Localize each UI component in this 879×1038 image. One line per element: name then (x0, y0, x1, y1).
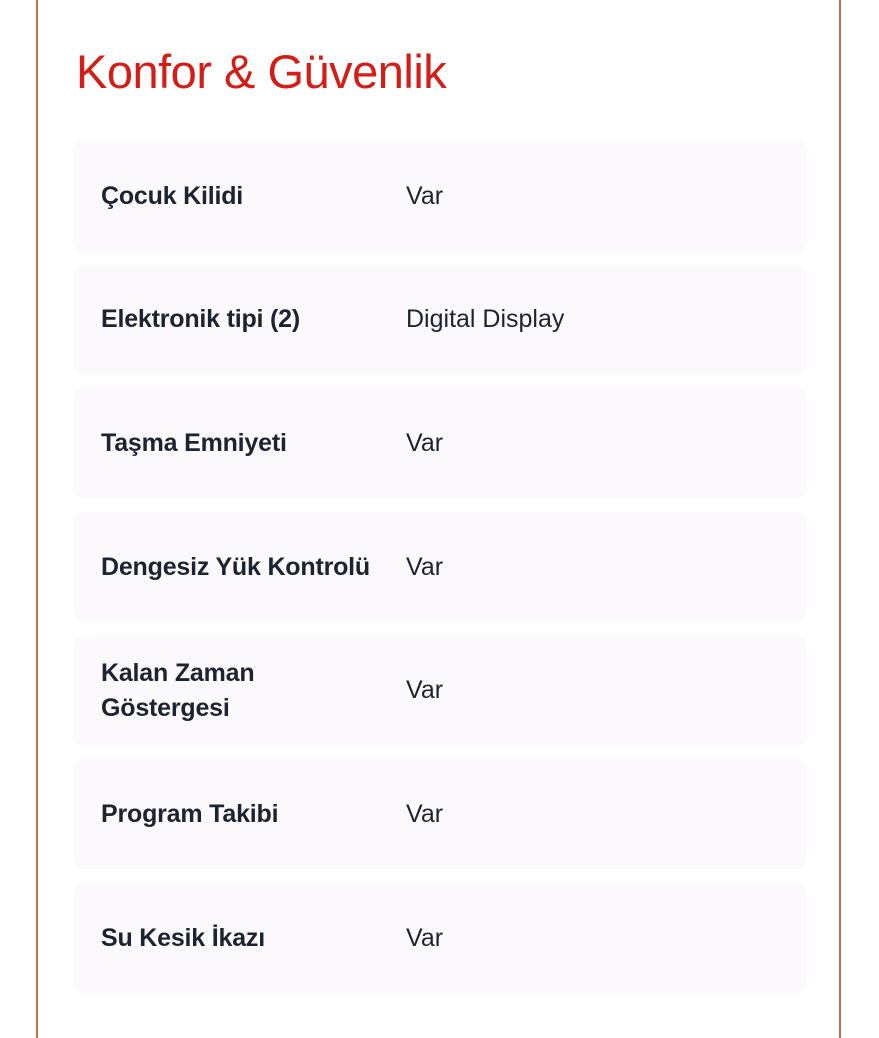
spec-label: Dengesiz Yük Kontrolü (101, 552, 370, 581)
spec-label: Taşma Emniyeti (101, 428, 287, 457)
section-title: Konfor & Güvenlik (76, 45, 447, 98)
spec-value: Var (406, 799, 444, 828)
spec-row-su-kesik-ikazi (73, 883, 807, 993)
spec-list (73, 141, 807, 1007)
spec-value: Var (406, 676, 444, 705)
spec-value: Var (406, 181, 444, 210)
spec-row-program-takibi (73, 759, 807, 869)
spec-row-dengesiz-yuk-kontrolu (73, 512, 807, 622)
spec-label: Elektronik tipi (2) (101, 305, 301, 334)
spec-row-cocuk-kilidi (73, 141, 807, 251)
spec-label: Kalan Zaman Göstergesi (101, 658, 255, 722)
spec-panel (36, 0, 841, 1038)
spec-label: Çocuk Kilidi (101, 181, 244, 210)
spec-row-kalan-zaman-gostergesi (73, 636, 807, 746)
spec-value: Var (406, 552, 444, 581)
spec-label: Su Kesik İkazı (101, 923, 265, 952)
spec-value: Var (406, 428, 444, 457)
spec-row-elektronik-tipi (73, 265, 807, 375)
spec-row-tasma-emniyeti (73, 388, 807, 498)
spec-value: Digital Display (406, 305, 565, 334)
spec-label: Program Takibi (101, 799, 279, 828)
spec-value: Var (406, 923, 444, 952)
